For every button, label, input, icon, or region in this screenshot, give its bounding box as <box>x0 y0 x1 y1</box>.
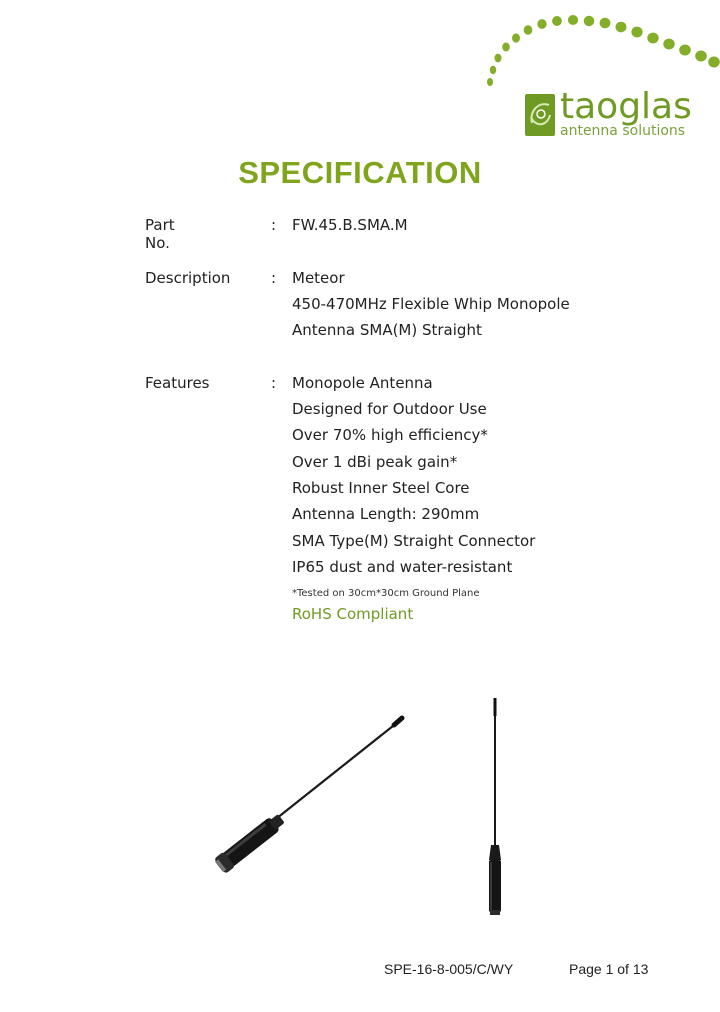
footnote: *Tested on 30cm*30cm Ground Plane <box>292 588 480 599</box>
feature-item: IP65 dust and water-resistant <box>292 558 513 576</box>
document-code: SPE-16-8-005/C/WY <box>384 961 514 977</box>
spec-value-line: Antenna SMA(M) Straight <box>292 321 482 339</box>
feature-item: Monopole Antenna <box>292 374 433 392</box>
spec-separator: : <box>271 374 277 392</box>
page-number: Page 1 of 13 <box>569 961 649 977</box>
spec-label: Description <box>145 269 231 287</box>
rohs-compliant-label: RoHS Compliant <box>292 605 414 623</box>
brand-tagline: antenna solutions <box>560 123 686 139</box>
spec-label: Features <box>145 374 210 392</box>
spec-label: Part No. <box>145 216 175 252</box>
decorative-dot-arc <box>470 0 720 100</box>
spec-value-line: 450-470MHz Flexible Whip Monopole <box>292 295 570 313</box>
brand-name: taoglas <box>560 86 692 127</box>
feature-item: Robust Inner Steel Core <box>292 479 470 497</box>
feature-item: Over 1 dBi peak gain* <box>292 453 458 471</box>
spec-separator: : <box>271 269 277 287</box>
antenna-vertical-image <box>489 698 501 915</box>
feature-item: SMA Type(M) Straight Connector <box>292 532 536 550</box>
product-photos <box>190 690 530 925</box>
page-title: SPECIFICATION <box>238 155 482 190</box>
spec-separator: : <box>271 216 277 234</box>
feature-item: Over 70% high efficiency* <box>292 426 488 444</box>
spec-value-line: Meteor <box>292 269 345 287</box>
logo-mark-icon <box>525 93 555 138</box>
feature-item: Antenna Length: 290mm <box>292 505 480 523</box>
antenna-angled-image <box>213 718 402 875</box>
feature-item: Designed for Outdoor Use <box>292 400 487 418</box>
spec-value: FW.45.B.SMA.M <box>292 216 408 234</box>
